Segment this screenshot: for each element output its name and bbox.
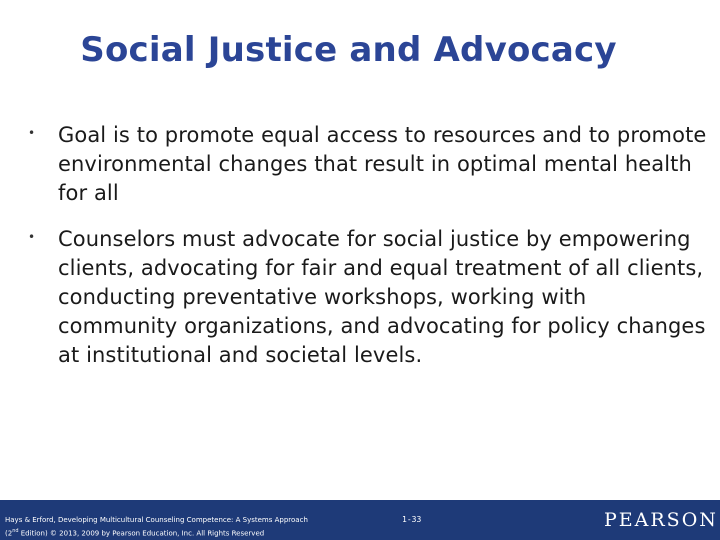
citation-line-2 bbox=[5, 526, 385, 539]
bullet-dot-icon: • bbox=[28, 230, 36, 244]
bullet-text: Counselors must advocate for social justice by empowering clients, advocating for fair and equal treatment of all clients, conducting preventative workshops, working with community organizations, and advocating for policy changes at institutional and societal levels. bbox=[58, 227, 706, 367]
bullet-dot-icon: • bbox=[28, 126, 36, 140]
pearson-logo: PEARSON bbox=[604, 509, 718, 531]
citation-edition-open: (2 bbox=[5, 529, 13, 538]
bullet-item bbox=[28, 121, 708, 208]
citation-edition-sup: nd bbox=[12, 528, 19, 534]
bullet-list bbox=[28, 121, 708, 387]
footer-citation bbox=[5, 515, 385, 539]
bullet-item bbox=[28, 225, 708, 370]
page-number: 1-33 bbox=[402, 515, 422, 524]
slide-title: Social Justice and Advocacy bbox=[80, 30, 617, 70]
citation-rights: Edition) © 2013, 2009 by Pearson Education, Inc. All Rights Reserved bbox=[18, 529, 265, 538]
bullet-text: Goal is to promote equal access to resources and to promote environmental changes that result in optimal mental health for all bbox=[58, 123, 707, 205]
citation-line-1: Hays & Erford, Developing Multicultural Counseling Competence: A Systems Approach bbox=[5, 516, 308, 524]
